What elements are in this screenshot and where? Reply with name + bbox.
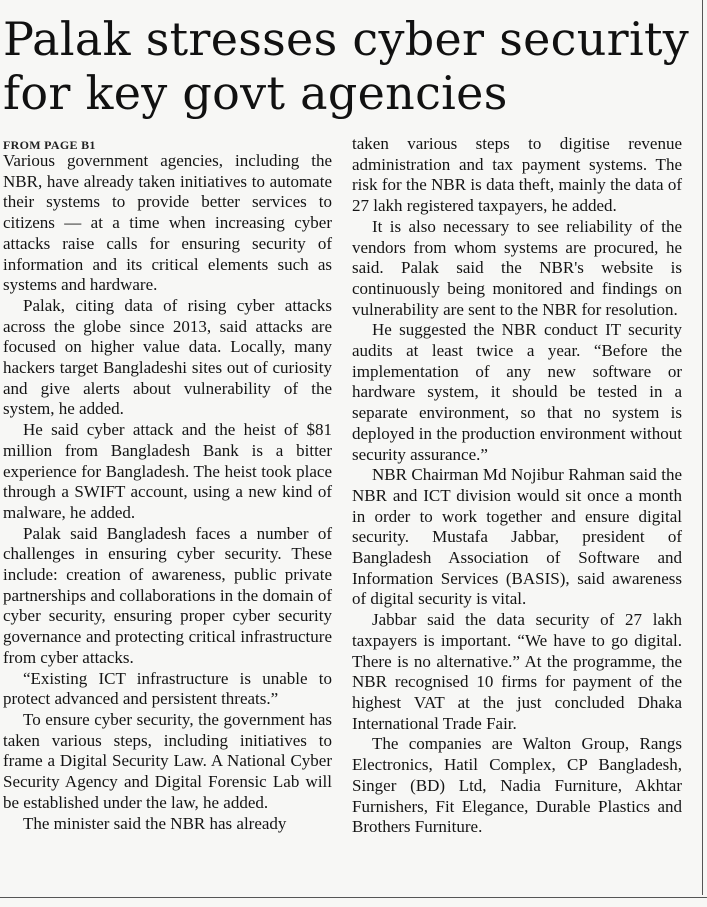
article-column-1 <box>3 151 332 834</box>
article-column-2 <box>352 134 682 838</box>
from-page-label: FROM PAGE B1 <box>3 138 96 152</box>
paragraph: The minister said the NBR has already <box>23 813 287 833</box>
bottom-rule <box>0 897 707 898</box>
paragraph: He suggested the NBR conduct IT security audits at least twice a year. “Before the implementation of any new software or hardware system, it should be tested in a separate environment, so that no system is deployed in the production environment without security assurance.” <box>352 320 682 464</box>
headline: Palak stresses cyber security for key govt agencies <box>3 12 690 120</box>
paragraph: To ensure cyber security, the government has taken various steps, including initiatives to frame a Digital Security Law. A National Cyber Security Agency and Digital Forensic Lab will be established under the law, he added. <box>3 709 332 812</box>
paragraph: taken various steps to digitise revenue administration and tax payment systems. The risk for the NBR is data theft, mainly the data of 27 lakh registered taxpayers, he added. <box>352 134 682 216</box>
paragraph: Palak said Bangladesh faces a number of challenges in ensuring cyber security. These include: creation of awareness, public private partnerships and collaborations in the domain of cyber security, ensuring proper cyber security governance and protecting critical infrastructure from cyber attacks. <box>3 523 332 667</box>
column-divider <box>702 0 703 895</box>
paragraph: Palak, citing data of rising cyber attacks across the globe since 2013, said attacks are focused on higher value data. Locally, many hackers target Bangladeshi sites out of curiosity and give alerts about vulnerability of the system, he added. <box>3 295 332 419</box>
paragraph: He said cyber attack and the heist of $81 million from Bangladesh Bank is a bitter experience for Bangladesh. The heist took place through a SWIFT account, using a new kind of malware, he added. <box>3 420 332 522</box>
paragraph: Various government agencies, including the NBR, have already taken initiatives to automate their systems to provide better services to citizens — at a time when increasing cyber attacks raise calls for ensuring security of information and its critical elements such as systems and hardware. <box>3 151 332 295</box>
paragraph: Jabbar said the data security of 27 lakh taxpayers is important. “We have to go digital. There is no alternative.” At the programme, the NBR recognised 10 firms for payment of the highest VAT at the just concluded Dhaka International Trade Fair. <box>352 610 682 733</box>
paragraph: The companies are Walton Group, Rangs Electronics, Hatil Complex, CP Bangladesh, Singer (BD) Ltd, Nadia Furniture, Akhtar Furnishers, Fit Elegance, Durable Plastics and Brothers Furniture. <box>352 734 682 837</box>
paragraph: NBR Chairman Md Nojibur Rahman said the NBR and ICT division would sit once a month in order to work together and ensure digital security. Mustafa Jabbar, president of Bangladesh Association of Software and Information Services (BASIS), said awareness of digital security is vital. <box>352 465 682 609</box>
paragraph: “Existing ICT infrastructure is unable to protect advanced and persistent threats.” <box>3 668 332 709</box>
paragraph: It is also necessary to see reliability of the vendors from whom systems are procured, he said. Palak said the NBR's website is continuously being monitored and findings on vulnerability are sent to the NBR for resolution. <box>352 216 682 319</box>
